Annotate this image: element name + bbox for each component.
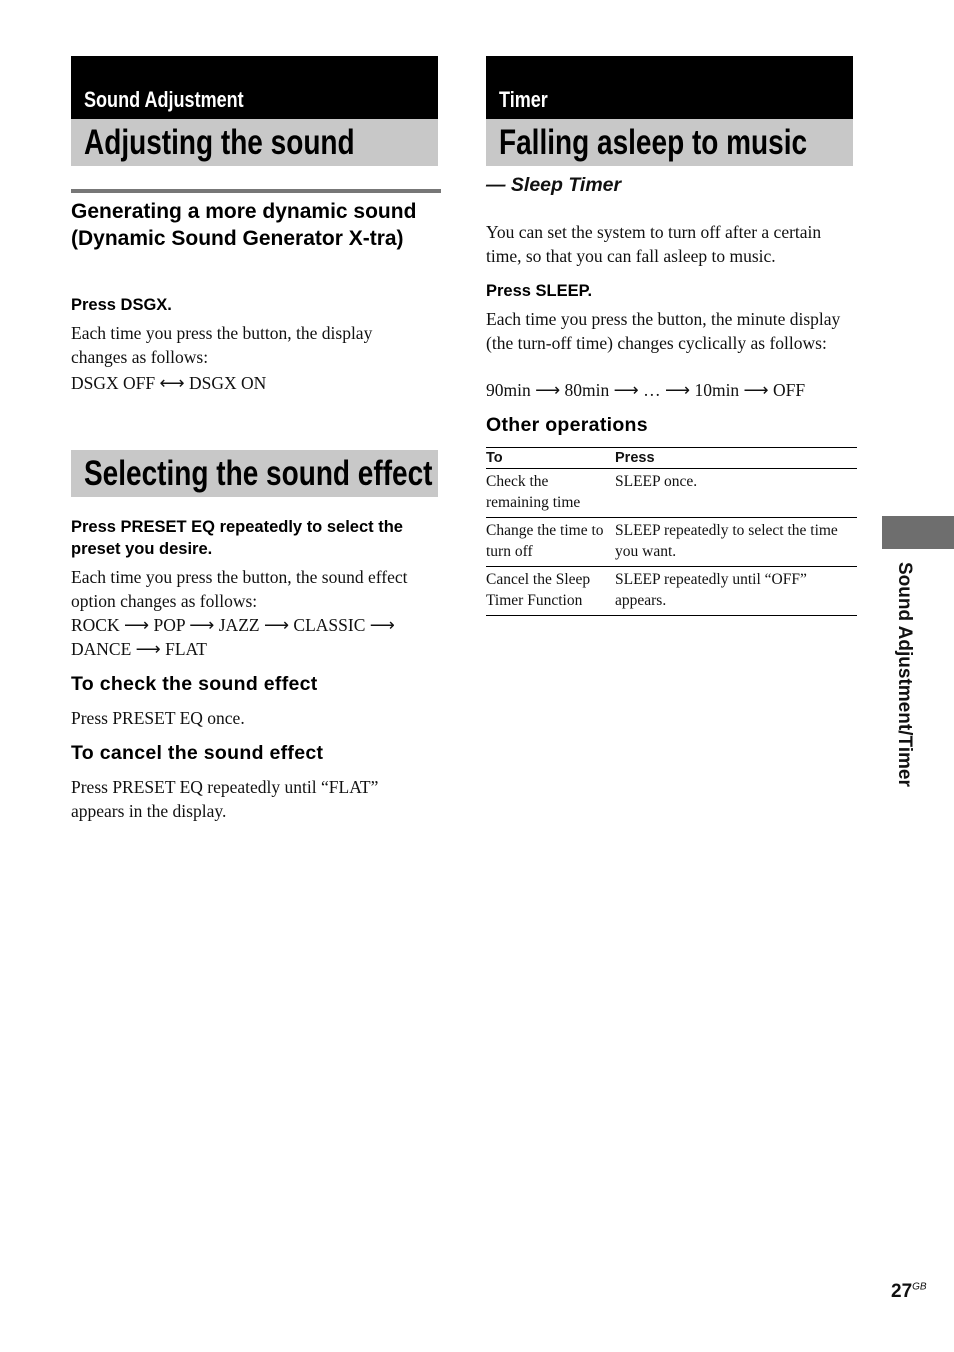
- page-title: Falling asleep to music: [499, 123, 808, 162]
- sleep-body: Each time you press the button, the minute display (the turn-off time) changes cyclically as follows:: [486, 309, 841, 353]
- side-tab-label: Sound Adjustment/Timer: [894, 562, 915, 787]
- eq-press: Press PRESET EQ repeatedly to select the preset you desire.: [71, 518, 403, 558]
- check-heading: To check the sound effect: [71, 673, 318, 695]
- side-tab-marker: [882, 516, 954, 549]
- title-bar-adjusting: [71, 119, 438, 166]
- cell: SLEEP repeatedly to select the time you want.: [615, 518, 857, 567]
- section-header-left: [71, 56, 438, 119]
- page-number-value: 27: [891, 1281, 913, 1302]
- cell: Check the remaining time: [486, 469, 615, 518]
- other-heading: Other operations: [486, 414, 648, 436]
- header-to: To: [486, 448, 615, 469]
- table-row: [486, 469, 857, 518]
- cell: Cancel the Sleep Timer Function: [486, 567, 615, 616]
- operations-table: [486, 447, 857, 616]
- dsg-seq: DSGX OFF ⟷ DSGX ON: [71, 373, 267, 393]
- eq-seq: ROCK ⟶ POP ⟶ JAZZ ⟶ CLASSIC ⟶ DANCE ⟶ FLAT: [71, 615, 395, 659]
- eq-body: Each time you press the button, the sound effect option changes as follows:: [71, 567, 408, 611]
- title-bar-falling: [486, 119, 853, 166]
- check-body: Press PRESET EQ once.: [71, 708, 245, 728]
- header-press: Press: [615, 448, 857, 469]
- section-label: Timer: [499, 87, 548, 112]
- title-bar-selecting: [71, 450, 438, 497]
- page-title: Adjusting the sound: [84, 123, 355, 162]
- cell: Change the time to turn off: [486, 518, 615, 567]
- dsg-heading: Generating a more dynamic sound (Dynamic Sound Generator X-tra): [71, 200, 417, 250]
- table-header: [486, 448, 857, 469]
- cell: SLEEP once.: [615, 469, 857, 518]
- section-title: Selecting the sound effect: [84, 454, 433, 493]
- section-header-right: [486, 56, 853, 119]
- subtitle: — Sleep Timer: [486, 174, 622, 196]
- dsg-body: Each time you press the button, the display changes as follows:: [71, 323, 373, 367]
- intro: You can set the system to turn off after a certain time, so that you can fall asleep to music.: [486, 222, 822, 266]
- divider: [71, 189, 441, 193]
- cell: SLEEP repeatedly until “OFF” appears.: [615, 567, 857, 616]
- table-row: [486, 567, 857, 616]
- cancel-heading: To cancel the sound effect: [71, 742, 324, 764]
- section-label: Sound Adjustment: [84, 87, 244, 112]
- table-row: [486, 518, 857, 567]
- page-number: [891, 1281, 927, 1303]
- page-suffix: GB: [912, 1281, 927, 1293]
- cancel-body: Press PRESET EQ repeatedly until “FLAT” appears in the display.: [71, 777, 379, 821]
- sleep-press: Press SLEEP.: [486, 282, 593, 300]
- dsg-press: Press DSGX.: [71, 296, 172, 314]
- sleep-seq: 90min ⟶ 80min ⟶ … ⟶ 10min ⟶ OFF: [486, 380, 806, 400]
